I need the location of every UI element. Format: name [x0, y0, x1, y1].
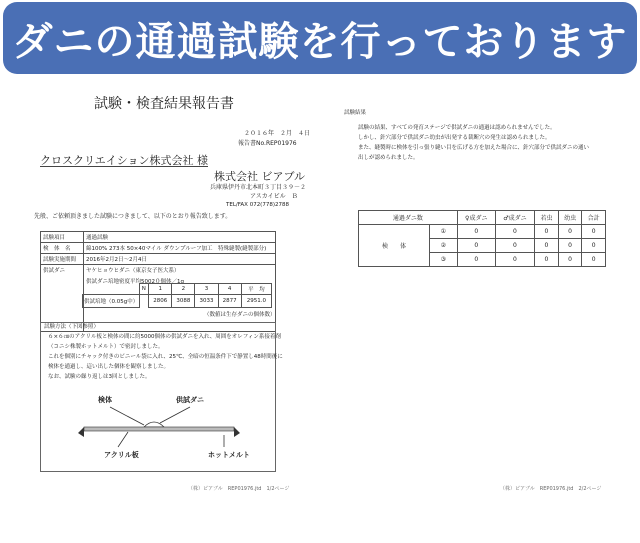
cell-value: 0	[535, 253, 559, 267]
col-header: 合計	[582, 211, 606, 225]
cell-value: 3033	[195, 295, 218, 308]
row-label: 検 体	[359, 225, 430, 267]
col-header: 1	[149, 284, 172, 295]
cell-value: 0	[535, 239, 559, 253]
results-line: 出しが認められました。	[358, 155, 419, 161]
diagram-label-hotmelt: ホットメルト	[208, 451, 250, 459]
col-header: 若虫	[535, 211, 559, 225]
company-building: アスカイビル Ｂ	[250, 193, 298, 200]
acrylic-pointer	[118, 432, 128, 447]
table-row	[359, 211, 606, 225]
report-number: 報告書No.REP01976	[238, 140, 297, 147]
col-header: 4	[218, 284, 241, 295]
row-label: 試験実施期間	[41, 254, 84, 265]
col-header: 平 均	[241, 284, 271, 295]
method-title: 試験方法（下図参照）	[44, 324, 100, 330]
cell-value: 0	[582, 253, 606, 267]
cell-value: 0	[457, 253, 495, 267]
row-label: 供試培地（0.05g中）	[83, 295, 140, 308]
cell-value: 2951.0	[241, 295, 271, 308]
col-header: ♀成ダニ	[457, 211, 495, 225]
row-label: 供試ダニ	[41, 265, 84, 332]
page-footer-1: （株）ビアブル REP01976.jtd 1/2ページ	[188, 486, 290, 492]
table-row	[359, 225, 606, 239]
results-table	[358, 210, 606, 267]
test-diagram	[74, 405, 254, 450]
cell-value: 0	[457, 239, 495, 253]
cell-value: 0	[558, 253, 582, 267]
col-header: N	[139, 284, 149, 295]
cell-value: 0	[495, 225, 534, 239]
page-footer-2: （株）ビアブル REP01976.jtd 2/2ページ	[500, 486, 602, 492]
row-label: 試験項目	[41, 232, 84, 243]
cell-value: 0	[495, 253, 534, 267]
company-name: 株式会社 ビアブル	[214, 170, 306, 183]
method-line: 検体を通過し、這い出した個体を観察しました。	[48, 364, 170, 370]
report-date: ２０１６年 ２月 ４日	[244, 130, 311, 137]
mite-count-table	[82, 283, 272, 308]
table-row	[41, 254, 276, 265]
mite-pointer	[160, 407, 190, 423]
cell-value: 0	[582, 225, 606, 239]
row-number: ②	[430, 239, 458, 253]
cell-value: 0	[495, 239, 534, 253]
mite-name: ヤケヒョウヒダニ（東京女子医大系）	[86, 268, 180, 274]
cell-value: 0	[558, 239, 582, 253]
cell-value: 0	[535, 225, 559, 239]
row-value: 通過試験	[84, 232, 276, 243]
diagram-label-mite: 供試ダニ	[176, 396, 204, 404]
method-line: ６×６㎝のアクリル板と検体の間に約5000個体の供試ダニを入れ、周囲をオレフィン系接着剤	[48, 334, 281, 340]
report-intro: 先般、ご依頼頂きました試験につきまして、以下のとおり報告致します。	[34, 213, 232, 220]
report-title: 試験・検査結果報告書	[94, 96, 234, 112]
results-line: また、縫製時に検体を引っ張り縫い目を広げる方を加えた場合に、針穴部分で供試ダニの通い	[358, 145, 590, 151]
company-tel: TEL/FAX 072(778)2788	[226, 202, 289, 208]
diagram-label-acrylic: アクリル板	[104, 451, 139, 459]
col-header: ♂成ダニ	[495, 211, 534, 225]
sample-pointer	[110, 407, 144, 425]
method-line: これを個別にチャック付きのビニール袋に入れ、25℃、全暗の恒温条件下で静置し48時間後に	[48, 354, 283, 360]
company-address: 兵庫県伊丹市北本町３丁目３９－２	[210, 184, 307, 191]
table-row	[41, 232, 276, 243]
row-number: ③	[430, 253, 458, 267]
cell-value: 3088	[172, 295, 195, 308]
report-page-2	[342, 104, 614, 506]
col-header: 3	[195, 284, 218, 295]
results-section-title: 試験結果	[344, 110, 367, 116]
client-name: クロスクリエイション株式会社 様	[40, 154, 209, 167]
mite-density: 供試ダニ培地密度平均5002０個体／1g	[86, 279, 184, 285]
row-value: 綿100% 273本 50×40マイル ダウンプルーフ加工 特殊縫製(縫製部分)	[84, 243, 276, 254]
cell-value: 0	[582, 239, 606, 253]
results-line: 試験の結果、すべての発育ステージで供試ダニの通過は認められませんでした。	[358, 125, 556, 131]
method-line: （コニシ株製ホットメルト）で密封しました。	[48, 344, 164, 350]
table-row	[83, 284, 272, 295]
table-row	[83, 295, 272, 308]
diagram-label-sample: 検体	[98, 396, 112, 404]
cell-value: 0	[558, 225, 582, 239]
row-number: ①	[430, 225, 458, 239]
method-line: なお、試験の繰り返しは3回としました。	[48, 374, 151, 380]
cell-value: 2806	[149, 295, 172, 308]
col-header: 通過ダニ数	[359, 211, 458, 225]
col-header: 2	[172, 284, 195, 295]
row-label: 検 体 名	[41, 243, 84, 254]
table-row	[41, 243, 276, 254]
banner-title: ダニの通過試験を行っております	[3, 2, 637, 74]
results-line: しかし、針穴部分で供試ダニ幼虫が出発する裁断穴の発生は認められました。	[358, 135, 551, 141]
row-value: 2016年2月2日〜2月4日	[84, 254, 276, 265]
col-header: 幼虫	[558, 211, 582, 225]
acrylic-plate	[84, 427, 234, 431]
count-note: （数値は生存ダニの個体数）	[204, 312, 276, 318]
cell-value: 0	[457, 225, 495, 239]
cell-value: 2877	[218, 295, 241, 308]
